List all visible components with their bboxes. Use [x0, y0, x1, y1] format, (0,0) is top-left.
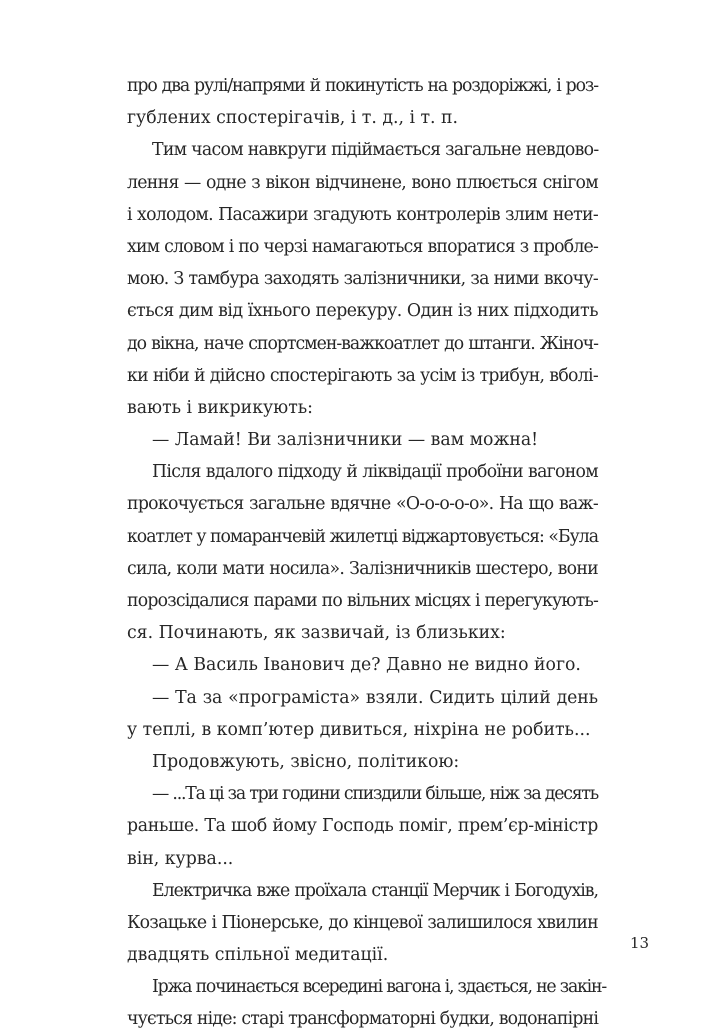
text-line: сила, коли мати носила». Залізничників шестеро, вони [127, 558, 598, 579]
text-line: Електричка вже проїхала станції Мерчик і Богодухів, [152, 880, 598, 901]
text-line: Тим часом навкруги підіймається загальне невдово- [152, 140, 599, 161]
text-line: — А Василь Іванович де? Давно не видно його. [152, 655, 581, 676]
text-line: і холодом. Пасажири згадують контролерів злим нети- [127, 204, 598, 225]
text-line: Іржа починається всередині вагона і, здається, не закін- [152, 977, 606, 998]
text-line: — ...Та ці за три години спиздили більше, ніж за десять [152, 784, 598, 805]
text-line: у теплі, в комп’ютер дивиться, ніхріна не робить... [127, 719, 591, 740]
text-line: лення — одне з вікон відчинене, воно плюється снігом [127, 172, 598, 193]
text-line: він, курва... [127, 848, 234, 869]
body-text [127, 70, 606, 1036]
text-line: про два рулі/напрями й покинутість на роздоріжжі, і роз- [127, 76, 598, 96]
text-line: чується ніде: старі трансформаторні будки, водонапірні [127, 1009, 599, 1030]
text-line: Козацьке і Піонерське, до кінцевої залишилося хвилин [127, 912, 598, 933]
text-line: мою. З тамбура заходять залізничники, за ними вкочу- [127, 269, 598, 290]
text-line: — Та за «програміста» взяли. Сидить цілий день [152, 687, 598, 708]
page-number: 13 [630, 934, 650, 952]
text-line: Продовжують, звісно, політикою: [152, 751, 460, 772]
text-line: двадцять спільної медитації. [127, 945, 389, 966]
text-line: порозсідалися парами по вільних місцях і перегукують- [127, 591, 598, 611]
text-line: до вікна, наче спортсмен-важкоатлет до штанги. Жіноч- [127, 333, 598, 354]
text-line: вають і викрикують: [127, 397, 313, 418]
text-line: хим словом і по черзі намагаються впоратися з пробле- [127, 236, 598, 257]
text-line: коатлет у помаранчевій жилетці віджартовується: «Була [127, 526, 599, 547]
text-line: — Ламай! Ви залізничники — вам можна! [152, 430, 539, 451]
text-line: раньше. Та шоб йому Господь поміг, прем’єр-міністр [127, 816, 598, 837]
text-line: ється дим від їхнього перекуру. Один із них підходить [127, 301, 598, 322]
text-line: прокочується загальне вдячне «О-о-о-о-о». На що важ- [127, 494, 598, 515]
text-line: Після вдалого підходу й ліквідації пробоїни вагоном [152, 462, 598, 483]
text-line: гублених спостерігачів, і т. д., і т. п. [127, 108, 459, 129]
text-line: ки ніби й дійсно спостерігають за усім із трибун, вболі- [127, 365, 598, 386]
text-line: ся. Починають, як зазвичай, із близьких: [127, 623, 506, 644]
